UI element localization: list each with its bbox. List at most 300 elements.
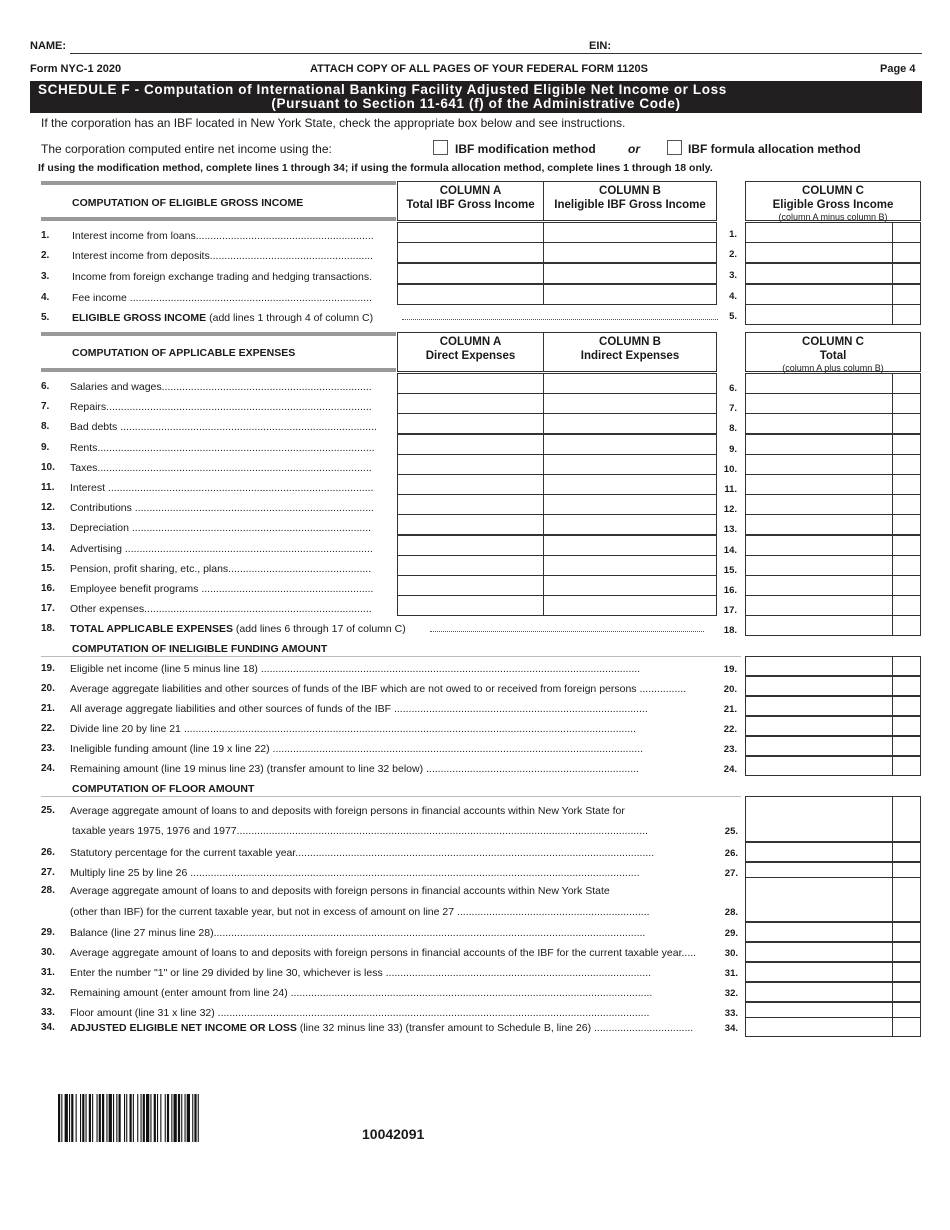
leader-dots xyxy=(402,319,718,320)
modification-method-checkbox[interactable] xyxy=(433,140,448,155)
line-number: 6. xyxy=(41,381,50,392)
amount-input-cents[interactable] xyxy=(892,263,921,284)
barcode-bar xyxy=(113,1094,114,1142)
expense-section-rule-top xyxy=(41,332,396,336)
line-description-text: Income from foreign exchange trading and hedging transactions. xyxy=(72,271,373,283)
col-b-input[interactable] xyxy=(543,222,717,243)
line-description-text: Average aggregate liabilities and other sources of funds of the IBF which are not owed to or received from foreign persons ................ xyxy=(70,683,687,695)
line-description-text: Average aggregate amount of loans to and deposits with foreign persons in financial accounts of the IBF for the current taxable year..... xyxy=(70,947,697,959)
amount-input-cents[interactable] xyxy=(892,474,921,495)
line-number: 16. xyxy=(41,583,55,594)
line-description-text: (add lines 1 through 4 of column C) xyxy=(206,312,374,324)
amount-input-dollars[interactable] xyxy=(745,922,893,942)
line-ref: 25. xyxy=(724,826,738,837)
line-ref: 8. xyxy=(729,423,737,435)
col-a-input[interactable] xyxy=(397,222,544,243)
line-number: 22. xyxy=(41,723,55,734)
col-b-input[interactable] xyxy=(543,474,717,495)
line-number: 2. xyxy=(41,250,50,261)
col-a-input[interactable] xyxy=(397,434,544,455)
ineligible-section-rule xyxy=(41,656,741,657)
line-ref: 33. xyxy=(724,1008,738,1019)
line-number: 18. xyxy=(41,623,55,635)
expense-col-a-title: COLUMN A xyxy=(439,336,502,348)
line-description-text: Taxes.............................................................................................. xyxy=(70,461,372,474)
col-a-input[interactable] xyxy=(397,284,544,305)
expense-section-title: COMPUTATION OF APPLICABLE EXPENSES xyxy=(72,347,296,359)
amount-input-cents[interactable] xyxy=(892,676,921,696)
col-b-input[interactable] xyxy=(543,454,717,475)
line-description: taxable years 1975, 1976 and 1977............................................................................................................................................. xyxy=(72,825,648,837)
amount-input-dollars[interactable] xyxy=(745,474,893,495)
line-description xyxy=(70,1022,727,1034)
col-a-input[interactable] xyxy=(397,575,544,596)
amount-input-dollars[interactable] xyxy=(745,454,893,475)
col-b-input[interactable] xyxy=(543,575,717,596)
line-description xyxy=(70,1007,727,1019)
line-number: 23. xyxy=(41,743,55,754)
gross-col-c-note: (column A minus column B) xyxy=(778,212,888,222)
line-number: 10. xyxy=(41,461,55,473)
col-b-input[interactable] xyxy=(543,393,717,414)
col-b-input[interactable] xyxy=(543,413,717,434)
gross-col-c-header xyxy=(745,181,921,221)
line-number: 15. xyxy=(41,562,55,574)
line-number: 24. xyxy=(41,763,55,774)
line-ref: 15. xyxy=(723,564,737,576)
line-description-text: Remaining amount (line 19 minus line 23) (transfer amount to line 32 below) ......................................................................... xyxy=(70,763,639,775)
modification-method-label: IBF modification method xyxy=(455,142,596,156)
line-description xyxy=(72,312,402,324)
line-number: 4. xyxy=(41,292,50,303)
line-ref: 21. xyxy=(723,704,737,715)
amount-input-cents[interactable] xyxy=(892,413,921,434)
barcode-bar xyxy=(71,1094,73,1142)
method-note: If using the modification method, complete lines 1 through 34; if using the formula allocation method, complete lines 1 through 18 only. xyxy=(38,162,713,174)
gross-col-a-sub: Total IBF Gross Income xyxy=(406,199,535,211)
line-description-text: (add lines 6 through 17 of column C) xyxy=(232,623,406,636)
amount-input-cents[interactable] xyxy=(892,615,921,636)
expense-col-c-note: (column A plus column B) xyxy=(782,363,884,373)
amount-input-cents[interactable] xyxy=(892,796,921,842)
line-description-text: (line 32 minus line 33) (transfer amount to Schedule B, line 26) .................................. xyxy=(296,1022,694,1034)
amount-input-dollars[interactable] xyxy=(745,494,893,515)
barcode-bar xyxy=(65,1094,68,1142)
barcode-bar xyxy=(92,1094,93,1142)
formula-method-checkbox[interactable] xyxy=(667,140,682,155)
line-ref: 27. xyxy=(724,868,738,879)
expense-section-rule-bottom xyxy=(41,368,396,372)
line-ref: 10. xyxy=(723,463,737,475)
amount-input-cents[interactable] xyxy=(892,494,921,515)
ein-label: EIN: xyxy=(589,40,611,52)
line-ref: 2. xyxy=(729,249,737,260)
col-a-input[interactable] xyxy=(397,413,544,434)
line-ref: 31. xyxy=(724,968,738,979)
attach-note: ATTACH COPY OF ALL PAGES OF YOUR FEDERAL FORM 1120S xyxy=(310,63,648,75)
col-a-input[interactable] xyxy=(397,242,544,263)
barcode-bar xyxy=(106,1094,107,1142)
line-description xyxy=(70,987,727,999)
col-a-input[interactable] xyxy=(397,555,544,576)
expense-col-b-title: COLUMN B xyxy=(599,336,661,348)
amount-input-cents[interactable] xyxy=(892,842,921,862)
gross-col-b-title: COLUMN B xyxy=(599,185,661,197)
floor-section-rule xyxy=(41,796,741,797)
line-ref: 19. xyxy=(723,664,737,675)
line-description xyxy=(72,292,390,304)
col-b-input[interactable] xyxy=(543,242,717,263)
line-description xyxy=(70,723,715,735)
barcode-bar xyxy=(181,1094,182,1142)
amount-input-cents[interactable] xyxy=(892,877,921,922)
line-description xyxy=(70,482,388,494)
amount-input-cents[interactable] xyxy=(892,656,921,676)
line-description xyxy=(70,947,727,959)
gross-col-b-sub: Ineligible IBF Gross Income xyxy=(554,199,706,211)
amount-input-cents[interactable] xyxy=(892,982,921,1002)
line-number: 11. xyxy=(41,482,55,493)
barcode-graphic xyxy=(58,1094,270,1144)
line-description-bold: TOTAL APPLICABLE EXPENSES xyxy=(70,623,233,636)
line-description xyxy=(70,381,388,393)
line-number: 5. xyxy=(41,312,50,323)
amount-input-cents[interactable] xyxy=(892,595,921,616)
line-description xyxy=(72,230,390,242)
amount-input-dollars[interactable] xyxy=(745,413,893,434)
barcode-bar xyxy=(137,1094,138,1142)
col-a-input[interactable] xyxy=(397,595,544,616)
line-description xyxy=(70,462,388,474)
amount-input-dollars[interactable] xyxy=(745,575,893,596)
schedule-title: SCHEDULE F - Computation of International Banking Facility Adjusted Eligible Net Income or Loss xyxy=(38,82,727,97)
col-b-input[interactable] xyxy=(543,595,717,616)
barcode-bar xyxy=(146,1094,149,1142)
barcode-bar xyxy=(69,1094,70,1142)
gross-col-a-title: COLUMN A xyxy=(439,185,502,197)
line-ref: 20. xyxy=(723,684,737,695)
expense-col-c-sub: Total xyxy=(819,350,847,362)
formula-method-label: IBF formula allocation method xyxy=(688,142,861,156)
barcode-bar xyxy=(116,1094,117,1142)
col-a-input[interactable] xyxy=(397,373,544,394)
line-description xyxy=(70,543,388,555)
amount-input-dollars[interactable] xyxy=(745,304,893,325)
amount-input-dollars[interactable] xyxy=(745,716,893,736)
gross-col-c-title: COLUMN C xyxy=(802,185,864,197)
barcode-bar xyxy=(157,1094,158,1142)
expense-col-c-title: COLUMN C xyxy=(802,336,864,348)
amount-input-dollars[interactable] xyxy=(745,676,893,696)
amount-input-cents[interactable] xyxy=(892,393,921,414)
line-description xyxy=(70,763,715,775)
amount-input-cents[interactable] xyxy=(892,1017,921,1037)
line-ref: 30. xyxy=(724,948,738,959)
barcode-bar xyxy=(119,1094,121,1142)
amount-input-cents[interactable] xyxy=(892,222,921,243)
col-a-input[interactable] xyxy=(397,494,544,515)
amount-input-cents[interactable] xyxy=(892,716,921,736)
line-description xyxy=(70,703,715,715)
amount-input-dollars[interactable] xyxy=(745,736,893,756)
amount-input-dollars[interactable] xyxy=(745,696,893,716)
line-ref: 5. xyxy=(729,311,737,322)
line-description-text: Pension, profit sharing, etc., plans................................................. xyxy=(70,562,372,575)
col-b-input[interactable] xyxy=(543,535,717,556)
amount-input-dollars[interactable] xyxy=(745,842,893,862)
line-description xyxy=(70,867,727,879)
barcode-bar xyxy=(185,1094,186,1142)
line-number: 3. xyxy=(41,271,50,282)
line-number: 31. xyxy=(41,967,55,978)
barcode-bar xyxy=(97,1094,98,1142)
line-description-text: Interest ........................................................................................... xyxy=(70,482,374,494)
amount-input-cents[interactable] xyxy=(892,555,921,576)
schedule-subtitle: (Pursuant to Section 11-641 (f) of the Administrative Code) xyxy=(271,96,681,111)
amount-input-dollars[interactable] xyxy=(745,242,893,263)
line-description-text: Balance (line 27 minus line 28).................................................................................................................................................... xyxy=(70,927,646,939)
line-description: (other than IBF) for the current taxable year, but not in excess of amount on line 27 .................................................................. xyxy=(70,906,650,918)
line-ref: 7. xyxy=(729,403,737,415)
barcode-bar xyxy=(133,1094,134,1142)
col-b-input[interactable] xyxy=(543,555,717,576)
amount-input-dollars[interactable] xyxy=(745,284,893,305)
gross-section-rule-bottom xyxy=(41,217,396,221)
amount-input-dollars[interactable] xyxy=(745,756,893,776)
amount-input-cents[interactable] xyxy=(892,575,921,596)
amount-input-cents[interactable] xyxy=(892,922,921,942)
line-description-bold: ELIGIBLE GROSS INCOME xyxy=(72,312,207,324)
line-description-text: Other expenses.............................................................................. xyxy=(70,603,372,616)
line-description xyxy=(70,743,715,755)
col-b-input[interactable] xyxy=(543,494,717,515)
amount-input-dollars[interactable] xyxy=(745,615,893,636)
line-description-text: Salaries and wages........................................................................ xyxy=(70,381,372,393)
barcode-bar xyxy=(130,1094,132,1142)
line-number: 13. xyxy=(41,522,55,534)
line-ref: 11. xyxy=(724,484,737,495)
amount-input-cents[interactable] xyxy=(892,962,921,982)
amount-input-dollars[interactable] xyxy=(745,393,893,414)
line-number: 12. xyxy=(41,502,55,514)
barcode-bar xyxy=(192,1094,193,1142)
amount-input-cents[interactable] xyxy=(892,756,921,776)
amount-input-cents[interactable] xyxy=(892,373,921,394)
gross-col-c-sub: Eligible Gross Income xyxy=(772,199,894,211)
line-number: 32. xyxy=(41,987,55,998)
line-ref: 23. xyxy=(723,744,737,755)
amount-input-dollars[interactable] xyxy=(745,222,893,243)
gross-col-a-header xyxy=(397,181,544,221)
line-ref: 34. xyxy=(724,1023,738,1034)
line-description xyxy=(70,583,388,595)
barcode-bar xyxy=(174,1094,177,1142)
col-b-input[interactable] xyxy=(543,284,717,305)
line-description-text: Floor amount (line 31 x line 32) .................................................................................................................................................... xyxy=(70,1007,650,1019)
barcode-bar xyxy=(76,1094,77,1142)
expense-col-c-header xyxy=(745,332,921,372)
amount-input-cents[interactable] xyxy=(892,736,921,756)
line-number: 14. xyxy=(41,542,55,554)
col-a-input[interactable] xyxy=(397,393,544,414)
line-description-text: All average aggregate liabilities and other sources of funds of the IBF ....................................................................................... xyxy=(70,703,648,715)
amount-input-cents[interactable] xyxy=(892,942,921,962)
line-number: 9. xyxy=(41,441,50,453)
line-number: 30. xyxy=(41,947,55,958)
line-description-text: Advertising ..................................................................................... xyxy=(70,542,373,555)
line-description xyxy=(72,250,390,262)
gross-section-title: COMPUTATION OF ELIGIBLE GROSS INCOME xyxy=(72,197,304,209)
barcode-bar xyxy=(160,1094,161,1142)
line-number: 33. xyxy=(41,1007,55,1018)
line-ref: 3. xyxy=(729,270,737,281)
barcode-bar xyxy=(167,1094,169,1142)
col-b-input[interactable] xyxy=(543,434,717,455)
line-description-text: Enter the number "1" or line 29 divided by line 30, whichever is less ........................................................................................... xyxy=(70,967,652,979)
line-description xyxy=(70,563,388,575)
amount-input-dollars[interactable] xyxy=(745,535,893,556)
gross-section-rule-top xyxy=(41,181,396,185)
barcode-bar xyxy=(58,1094,60,1142)
amount-input-cents[interactable] xyxy=(892,284,921,305)
line-description xyxy=(72,271,390,283)
line-ref: 24. xyxy=(723,764,737,775)
line-description xyxy=(70,522,388,534)
col-a-input[interactable] xyxy=(397,514,544,535)
line-description xyxy=(70,603,388,615)
col-b-input[interactable] xyxy=(543,514,717,535)
amount-input-cents[interactable] xyxy=(892,696,921,716)
or-label: or xyxy=(628,142,640,156)
line-ref: 1. xyxy=(729,229,737,240)
computed-label: The corporation computed entire net income using the: xyxy=(41,142,332,156)
line-ref: 4. xyxy=(729,291,737,302)
amount-input-dollars[interactable] xyxy=(745,796,893,842)
line-number: 34. xyxy=(41,1022,55,1033)
line-description xyxy=(70,967,727,979)
amount-input-dollars[interactable] xyxy=(745,1017,893,1037)
line-ref: 16. xyxy=(723,585,737,596)
col-b-input[interactable] xyxy=(543,373,717,394)
amount-input-dollars[interactable] xyxy=(745,656,893,676)
line-description-text: Repairs........................................................................................... xyxy=(70,401,372,414)
amount-input-dollars[interactable] xyxy=(745,514,893,535)
barcode-bar xyxy=(198,1094,199,1142)
expense-col-b-sub: Indirect Expenses xyxy=(580,350,680,362)
barcode-bar xyxy=(126,1094,127,1142)
amount-input-dollars[interactable] xyxy=(745,434,893,455)
amount-input-dollars[interactable] xyxy=(745,942,893,962)
amount-input-cents[interactable] xyxy=(892,242,921,263)
line-description-text: Contributions .................................................................................. xyxy=(70,502,374,515)
amount-input-cents[interactable] xyxy=(892,434,921,455)
expense-col-a-header xyxy=(397,332,544,372)
name-label: NAME: xyxy=(30,40,67,52)
line-description-text: Remaining amount (enter amount from line 24) ............................................................................................................................ xyxy=(70,987,653,999)
line-ref: 12. xyxy=(723,504,737,516)
barcode-bar xyxy=(150,1094,151,1142)
line-ref: 13. xyxy=(723,524,737,536)
line-number: 21. xyxy=(41,703,55,714)
line-description xyxy=(70,927,727,939)
amount-input-cents[interactable] xyxy=(892,535,921,556)
barcode-bar xyxy=(102,1094,104,1142)
line-description-text: Interest income from deposits........................................................ xyxy=(72,250,374,262)
line-number: 8. xyxy=(41,421,50,433)
line-ref: 9. xyxy=(729,443,737,455)
line-number: 26. xyxy=(41,847,55,858)
line-ref: 32. xyxy=(724,988,738,999)
amount-input-dollars[interactable] xyxy=(745,373,893,394)
barcode-bar xyxy=(89,1094,91,1142)
line-ref: 6. xyxy=(729,383,737,394)
line-number: 19. xyxy=(41,663,55,674)
line-description-text: Interest income from loans............................................................. xyxy=(72,230,374,242)
line-description-text: Ineligible funding amount (line 19 x line 22) ............................................................................................................................... xyxy=(70,743,644,755)
amount-input-cents[interactable] xyxy=(892,514,921,535)
barcode-number: 10042091 xyxy=(362,1126,425,1142)
barcode-bar xyxy=(178,1094,180,1142)
col-b-input[interactable] xyxy=(543,263,717,284)
barcode-bar xyxy=(171,1094,172,1142)
barcode-bar xyxy=(143,1094,145,1142)
col-a-input[interactable] xyxy=(397,474,544,495)
line-ref: 28. xyxy=(724,907,738,918)
line-description-text: Eligible net income (line 5 minus line 18) .................................................................................................................................. xyxy=(70,663,641,675)
amount-input-cents[interactable] xyxy=(892,304,921,325)
amount-input-dollars[interactable] xyxy=(745,263,893,284)
barcode-bar xyxy=(61,1094,62,1142)
barcode-bar xyxy=(86,1094,87,1142)
col-a-input[interactable] xyxy=(397,535,544,556)
line-description xyxy=(70,683,715,695)
barcode-bar xyxy=(109,1094,112,1142)
col-a-input[interactable] xyxy=(397,454,544,475)
floor-section-title: COMPUTATION OF FLOOR AMOUNT xyxy=(72,783,255,795)
line-description xyxy=(70,442,388,454)
gross-col-b-header xyxy=(543,181,717,221)
line-description: Average aggregate amount of loans to and deposits with foreign persons in financial accounts within New York State xyxy=(70,885,610,897)
line-number: 27. xyxy=(41,867,55,878)
line-description xyxy=(70,421,388,433)
line-description-text: Statutory percentage for the current taxable year........................................................................................................................... xyxy=(70,847,655,859)
amount-input-dollars[interactable] xyxy=(745,982,893,1002)
line-ref: 26. xyxy=(724,848,738,859)
amount-input-dollars[interactable] xyxy=(745,595,893,616)
line-ref: 18. xyxy=(723,625,737,637)
line-description xyxy=(70,502,388,514)
amount-input-dollars[interactable] xyxy=(745,962,893,982)
col-a-input[interactable] xyxy=(397,263,544,284)
line-description-text: Divide line 20 by line 21 ........................................................................................................................................................... xyxy=(70,723,636,735)
page-number: Page 4 xyxy=(880,63,916,75)
name-ein-rule xyxy=(70,53,922,54)
line-number: 28. xyxy=(41,885,55,896)
expense-col-b-header xyxy=(543,332,717,372)
amount-input-dollars[interactable] xyxy=(745,555,893,576)
form-id: Form NYC-1 2020 xyxy=(30,63,122,75)
leader-dots xyxy=(430,631,704,632)
line-ref: 14. xyxy=(723,544,737,556)
line-description xyxy=(70,401,388,413)
schedule-banner xyxy=(30,81,922,113)
ineligible-section-title: COMPUTATION OF INELIGIBLE FUNDING AMOUNT xyxy=(72,643,328,655)
amount-input-cents[interactable] xyxy=(892,454,921,475)
amount-input-dollars[interactable] xyxy=(745,877,893,922)
barcode-bar xyxy=(141,1094,142,1142)
barcode-bar xyxy=(165,1094,166,1142)
line-description-bold: ADJUSTED ELIGIBLE NET INCOME OR LOSS xyxy=(70,1022,297,1034)
